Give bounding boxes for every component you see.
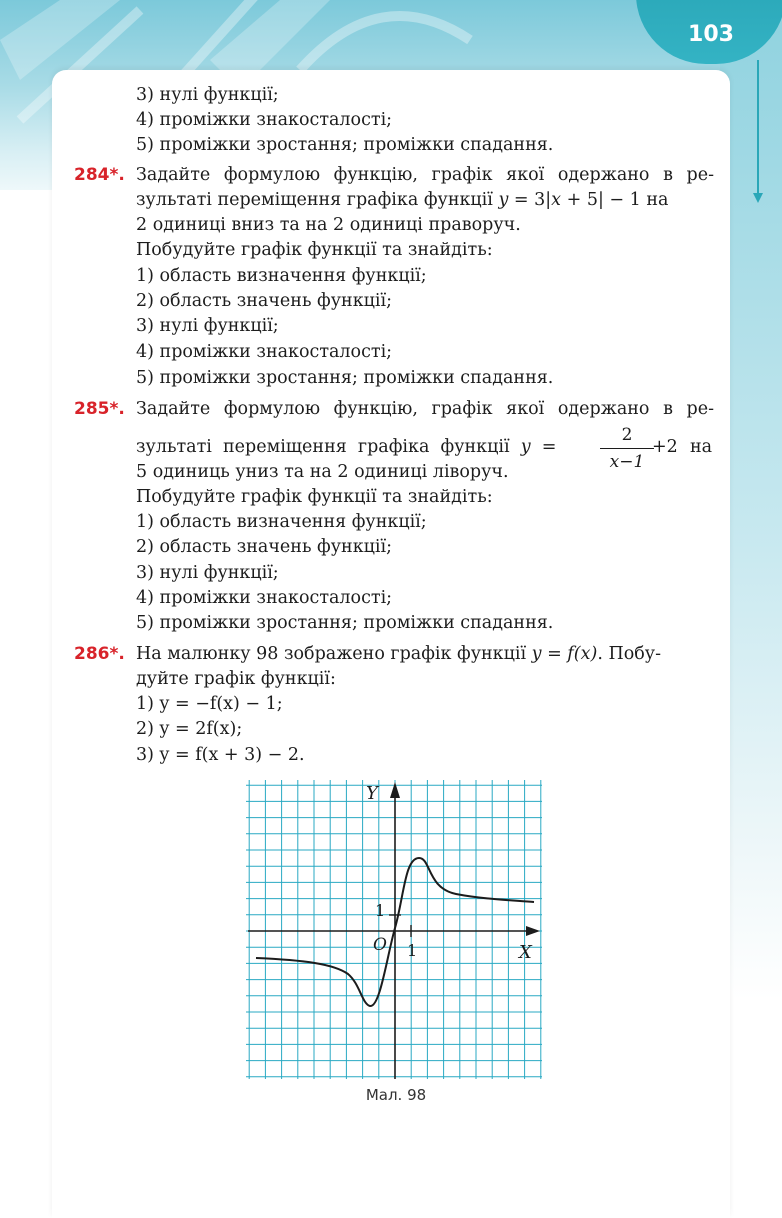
origin-label: O <box>373 935 387 955</box>
list-item: 2) y = 2f(x); <box>136 719 243 739</box>
list-item: 4) проміжки знакосталості; <box>136 110 393 130</box>
problem-284-build: Побудуйте графік функції та знайдіть: <box>136 240 493 260</box>
problem-284-line-1: Задайте формулою функцію, графік якої одержано в ре- <box>136 165 714 185</box>
problem-285-line-2-end: на <box>690 437 713 457</box>
list-item: 3) y = f(x + 3) − 2. <box>136 745 305 765</box>
list-item: 2) область значень функції; <box>136 537 392 557</box>
list-item: 1) y = −f(x) − 1; <box>136 694 283 714</box>
page-number: 103 <box>688 22 734 47</box>
fraction-numerator: 2 <box>621 425 633 445</box>
x-axis-arrow-icon <box>526 926 540 936</box>
problem-285-line-2: зультаті переміщення графіка функції y = <box>136 437 557 457</box>
problem-285-build: Побудуйте графік функції та знайдіть: <box>136 487 493 507</box>
problem-number-285: 285*. <box>74 399 125 419</box>
fraction-addend: +2 <box>652 437 678 457</box>
list-item: 1) область визначення функції; <box>136 266 427 286</box>
list-item: 1) область визначення функції; <box>136 512 427 532</box>
problem-285-line-1: Задайте формулою функцію, графік якої одержано в ре- <box>136 399 714 419</box>
problem-286-line-1: На малюнку 98 зображено графік функції y = f(x). Побу- <box>136 644 661 664</box>
function-graph-figure <box>244 776 544 1081</box>
problem-284-line-3: 2 одиниці вниз та на 2 одиниці праворуч. <box>136 215 521 235</box>
side-arrow-icon <box>753 193 763 203</box>
list-item: 5) проміжки зростання; проміжки спадання. <box>136 613 554 633</box>
problem-number-286: 286*. <box>74 644 125 664</box>
side-arrow-line <box>757 60 759 195</box>
list-item: 3) нулі функції; <box>136 316 279 336</box>
axis-y-label: Y <box>366 783 378 804</box>
y-axis-arrow-icon <box>390 782 400 798</box>
problem-286-line-2: дуйте графік функції: <box>136 669 336 689</box>
fraction <box>600 424 654 473</box>
list-item: 5) проміжки зростання; проміжки спадання. <box>136 135 554 155</box>
axis-x-label: X <box>519 942 532 963</box>
list-item: 5) проміжки зростання; проміжки спадання. <box>136 368 554 388</box>
list-item: 3) нулі функції; <box>136 563 279 583</box>
fraction-denominator: x−1 <box>609 452 645 472</box>
list-item: 4) проміжки знакосталості; <box>136 588 393 608</box>
unit-x-label: 1 <box>407 941 418 960</box>
list-item: 3) нулі функції; <box>136 85 279 105</box>
figure-caption: Мал. 98 <box>365 1086 427 1104</box>
fraction-bar <box>600 448 654 449</box>
list-item: 2) область значень функції; <box>136 291 392 311</box>
unit-y-label: 1 <box>375 901 386 920</box>
list-item: 4) проміжки знакосталості; <box>136 342 393 362</box>
problem-284-line-2: зультаті переміщення графіка функції y = 3|x + 5| − 1 на <box>136 190 669 210</box>
problem-285-line-3: 5 одиниць униз та на 2 одиниці ліворуч. <box>136 462 509 482</box>
problem-number-284: 284*. <box>74 165 125 185</box>
